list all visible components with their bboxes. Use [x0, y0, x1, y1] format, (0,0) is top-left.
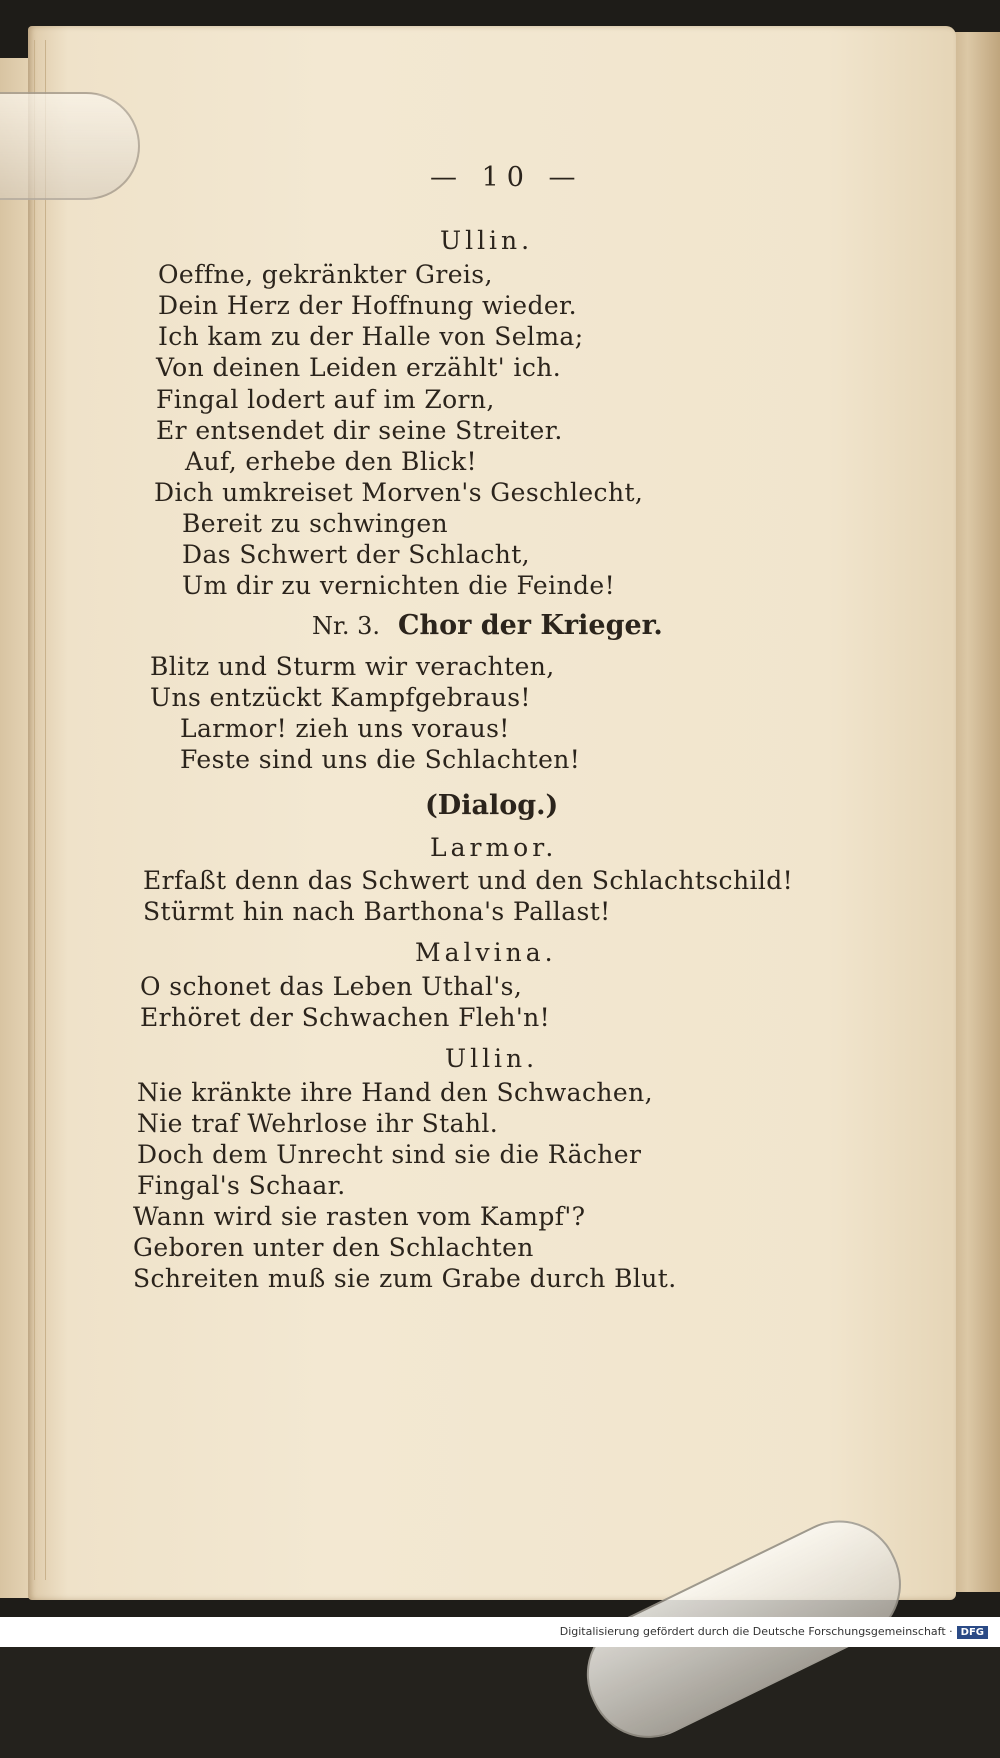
dialog-heading: (Dialog.)	[425, 790, 559, 821]
verse-line: Feste sind uns die Schlachten!	[180, 745, 581, 774]
heading-title: Chor der Krieger.	[398, 610, 663, 641]
heading-number: Nr. 3.	[312, 612, 380, 640]
funding-credit	[560, 1625, 988, 1639]
verse-line: Von deinen Leiden erzählt' ich.	[156, 353, 562, 382]
page-number: — 10 —	[430, 162, 584, 193]
speaker-ullin: Ullin.	[440, 226, 534, 255]
verse-line: Fingal lodert auf im Zorn,	[156, 385, 495, 414]
speaker-ullin: Ullin.	[445, 1044, 539, 1073]
verse-line: O schonet das Leben Uthal's,	[140, 972, 523, 1001]
speaker-larmor: Larmor.	[430, 833, 558, 862]
verse-line: Fingal's Schaar.	[137, 1171, 346, 1200]
verse-line: Blitz und Sturm wir verachten,	[150, 652, 555, 681]
verse-line: Auf, erhebe den Blick!	[185, 447, 478, 476]
verse-line: Er entsendet dir seine Streiter.	[156, 416, 563, 445]
verse-line: Um dir zu vernichten die Feinde!	[182, 571, 616, 600]
verse-line: Larmor! zieh uns voraus!	[180, 714, 510, 743]
funding-credit-text: Digitalisierung gefördert durch die Deutsche Forschungsgemeinschaft ·	[559, 1625, 953, 1638]
dfg-logo: DFG	[957, 1626, 988, 1639]
verse-line: Stürmt hin nach Barthona's Pallast!	[143, 897, 611, 926]
verse-line: Erfaßt denn das Schwert und den Schlachtschild!	[143, 866, 794, 895]
verse-line: Geboren unter den Schlachten	[133, 1233, 534, 1262]
verse-line: Bereit zu schwingen	[182, 509, 449, 538]
verse-line: Nie traf Wehrlose ihr Stahl.	[137, 1109, 499, 1138]
verse-line: Oeffne, gekränkter Greis,	[158, 260, 493, 289]
section-heading	[312, 610, 663, 641]
verse-line: Nie kränkte ihre Hand den Schwachen,	[137, 1078, 653, 1107]
verse-line: Dein Herz der Hoffnung wieder.	[158, 291, 577, 320]
verse-line: Ich kam zu der Halle von Selma;	[158, 322, 584, 351]
verse-line: Uns entzückt Kampfgebraus!	[150, 683, 531, 712]
scan-footer	[0, 1617, 1000, 1647]
verse-line: Das Schwert der Schlacht,	[182, 540, 531, 569]
verse-line: Wann wird sie rasten vom Kampf'?	[133, 1202, 586, 1231]
speaker-malvina: Malvina.	[415, 938, 557, 967]
verse-line: Doch dem Unrecht sind sie die Rächer	[137, 1140, 642, 1169]
verse-line: Erhöret der Schwachen Fleh'n!	[140, 1003, 551, 1032]
verse-line: Dich umkreiset Morven's Geschlecht,	[154, 478, 644, 507]
verse-line: Schreiten muß sie zum Grabe durch Blut.	[133, 1264, 677, 1293]
